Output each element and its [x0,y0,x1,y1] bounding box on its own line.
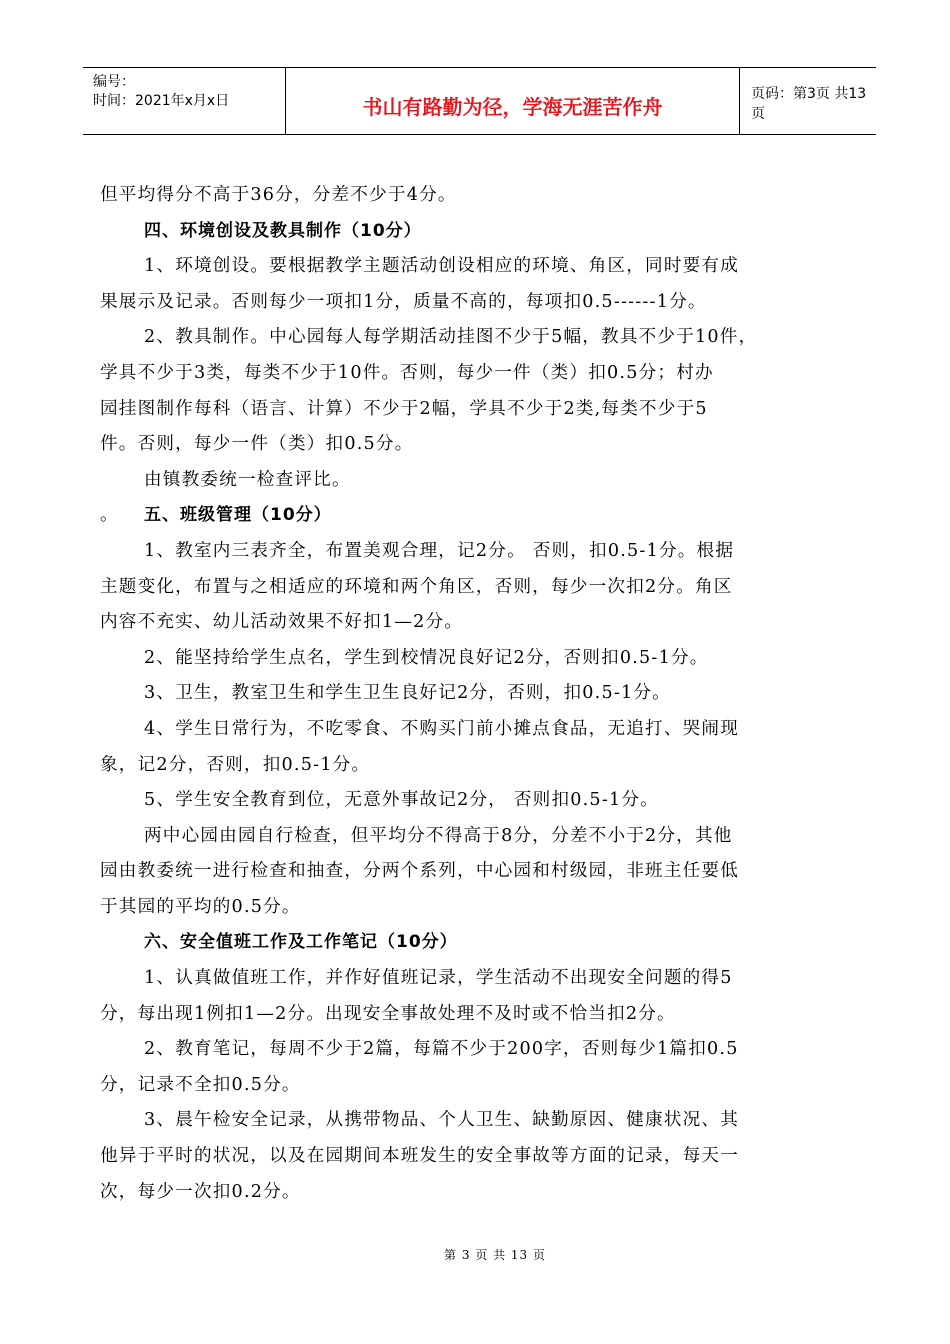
stray-period: 。 [100,505,119,526]
text-line: 1、教室内三表齐全，布置美观合理，记2分。 否则，扣0.5-1分。根据 [144,540,735,561]
text-line: 3、卫生，教室卫生和学生卫生良好记2分，否则，扣0.5-1分。 [144,683,671,704]
text-line: 1、环境创设。要根据教学主题活动创设相应的环境、角区，同时要有成 [144,256,740,277]
text-line: 但平均得分不高于36分，分差不少于4分。 [100,185,457,205]
text-line: 1、认真做值班工作，并作好值班记录，学生活动不出现安全问题的得5 [144,968,733,989]
text-line: 3、晨午检安全记录，从携带物品、个人卫生、缺勤原因、健康状况、其 [144,1110,740,1131]
text-line: 主题变化，布置与之相适应的环境和两个角区，否则，每少一次扣2分。角区 [100,576,733,597]
header-meta [83,68,286,134]
text-line: 他异于平时的状况，以及在园期间本班发生的安全事故等方面的记录，每天一 [100,1146,739,1167]
text-line: 2、能坚持给学生点名，学生到校情况良好记2分，否则扣0.5-1分。 [144,647,709,668]
section-heading-5: 五、班级管理（10分） [144,505,332,526]
text-line: 2、教具制作。中心园每人每学期活动挂图不少于5幅，教具不少于10件， [144,327,758,348]
text-line: 园挂图制作每科（语言、计算）不少于2幅，学具不少于2类,每类不少于5 [100,398,708,419]
text-line: 内容不充实、幼儿活动效果不好扣1—2分。 [100,612,464,633]
text-line: 次，每少一次扣0.2分。 [100,1181,301,1202]
page-footer: 第 3 页 共 13 页 [444,1248,546,1262]
text-line: 象，记2分，否则，扣0.5-1分。 [100,754,371,775]
document-number: 编号： [93,74,135,90]
section-heading-4: 四、环境创设及教具制作（10分） [144,220,422,241]
text-line: 分，每出现1例扣1—2分。出现安全事故处理不及时或不恰当扣2分。 [100,1003,676,1024]
header-motto: 书山有路勤为径，学海无涯苦作舟 [286,68,740,134]
text-line: 件。否则，每少一件（类）扣0.5分。 [100,434,414,455]
text-line: 果展示及记录。否则每少一项扣1分，质量不高的，每项扣0.5------1分。 [100,291,707,312]
text-line: 由镇教委统一检查评比。 [144,469,351,490]
text-line: 两中心园由园自行检查，但平均分不得高于8分，分差不小于2分，其他 [144,825,733,846]
header-page-number: 页码：第3页 共13页 [751,86,867,122]
document-body [100,178,860,1210]
section-line-5 [100,498,860,534]
text-line: 5、学生安全教育到位，无意外事故记2分， 否则扣0.5-1分。 [144,790,659,811]
document-time: 时间：2021年x月x日 [93,93,230,109]
text-line: 分，记录不全扣0.5分。 [100,1074,301,1095]
text-line: 2、教育笔记，每周不少于2篇，每篇不少于200字，否则每少1篇扣0.5 [144,1039,739,1060]
text-line: 4、学生日常行为，不吃零食、不购买门前小摊点食品，无追打、哭闹现 [144,718,740,739]
text-line: 于其园的平均的0.5分。 [100,896,301,917]
page-header [83,67,876,135]
text-line: 园由教委统一进行检查和抽查，分两个系列，中心园和村级园，非班主任要低 [100,861,739,882]
text-line: 学具不少于3类，每类不少于10件。否则，每少一件（类）扣0.5分；村办 [100,362,714,383]
section-heading-6: 六、安全值班工作及工作笔记（10分） [144,932,458,953]
